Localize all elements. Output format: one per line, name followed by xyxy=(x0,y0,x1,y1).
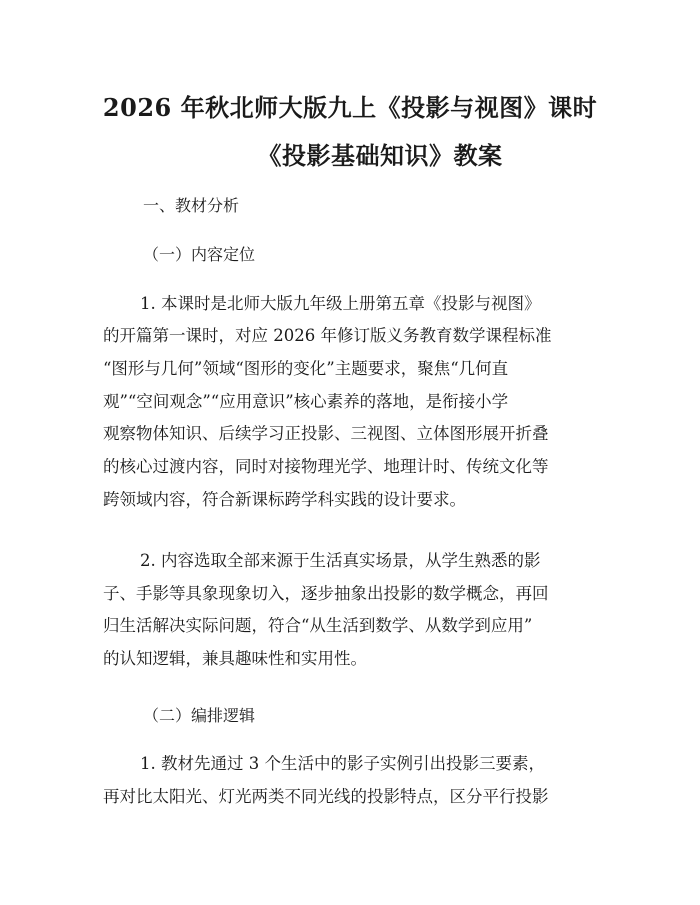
paragraph-line: 2. 内容选取全部来源于生活真实场景，从学生熟悉的影 xyxy=(140,551,541,570)
document-title-line-1: 2026 年秋北师大版九上《投影与视图》课时 xyxy=(102,93,598,122)
subsection-heading-arrangement-logic: （二）编排逻辑 xyxy=(143,706,256,725)
paragraph-line: 归生活解决实际问题，符合“从生活到数学、从数学到应用” xyxy=(103,616,533,635)
document-title-line-2: 《投影基础知识》教案 xyxy=(257,141,503,170)
paragraph-line: 的开篇第一课时，对应 2026 年修订版义务教育数学课程标准 xyxy=(103,326,552,345)
paragraph-line: 观”“空间观念”“应用意识”核心素养的落地，是衔接小学 xyxy=(103,392,509,411)
paragraph-line: “图形与几何”领域“图形的变化”主题要求，聚焦“几何直 xyxy=(103,359,509,378)
section-heading-textbook-analysis: 一、教材分析 xyxy=(143,196,240,215)
paragraph-line: 1. 教材先通过 3 个生活中的影子实例引出投影三要素， xyxy=(140,754,545,773)
paragraph-line: 的认知逻辑，兼具趣味性和实用性。 xyxy=(103,649,367,668)
paragraph-line: 的核心过渡内容，同时对接物理光学、地理计时、传统文化等 xyxy=(103,457,549,476)
subsection-heading-content-positioning: （一）内容定位 xyxy=(143,245,256,264)
paragraph-line: 再对比太阳光、灯光两类不同光线的投影特点，区分平行投影 xyxy=(103,787,549,806)
paragraph-line: 1. 本课时是北师大版九年级上册第五章《投影与视图》 xyxy=(140,294,541,313)
paragraph-line: 跨领域内容，符合新课标跨学科实践的设计要求。 xyxy=(103,490,466,509)
paragraph-line: 观察物体知识、后续学习正投影、三视图、立体图形展开折叠 xyxy=(103,424,549,443)
paragraph-line: 子、手影等具象现象切入，逐步抽象出投影的数学概念，再回 xyxy=(103,584,549,603)
